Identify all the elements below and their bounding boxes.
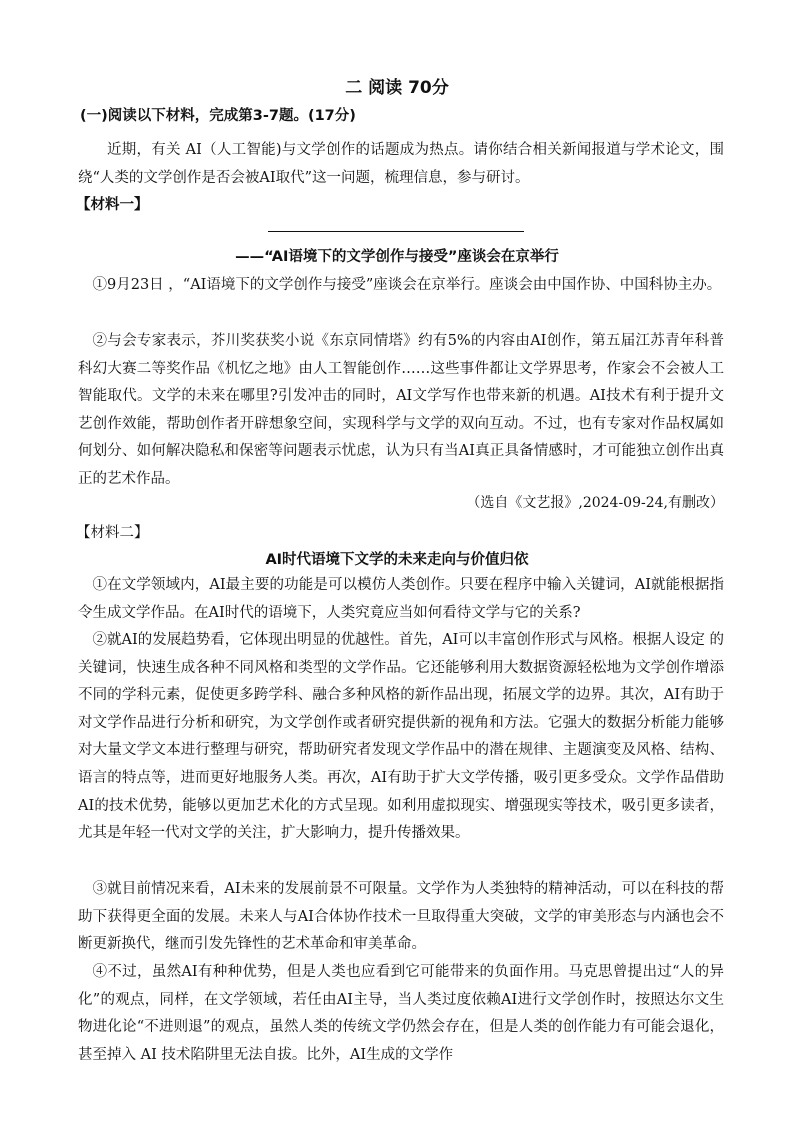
material2-title: AI时代语境下文学的未来走向与价值归依 — [265, 552, 529, 568]
material1-subtitle: ——“AI语境下的文学创作与接受”座谈会在京举行 — [235, 249, 559, 265]
title-blank-line — [268, 231, 524, 232]
material2-paragraph-3: ③就目前情况来看，AI未来的发展前景不可限量。文学作为人类独特的精神活动，可以在科技的帮助下获得更全面的发展。未来人与AI合体协作技术一旦取得重大突破，文学的审美形态与内涵也会不断更新换代，继而引发先锋性的艺术革命和审美革命。 — [78, 881, 724, 953]
material2-paragraph-4: ④不过，虽然AI有种种优势，但是人类也应看到它可能带来的负面作用。马克思曾提出过“人的异化”的观点，同样，在文学领域，若任由AI主导，当人类过度依赖AI进行文学创作时，按照达尔文生物进化论“不进则退”的观点，虽然人类的传统文学仍然会存在，但是人类的创作能力有可能会退化， 甚至掉入 AI 技术陷阱里无法自拔。比外，AI生成的文学作 — [78, 964, 724, 1063]
material1-paragraph-2: ②与会专家表示，芥川奖获奖小说《东京同情塔》约有5%的内容由AI创作，第五届江苏青年科普科幻大赛二等奖作品《机忆之地》由人工智能创作……这些事件都让文学界思考，作家会不会被人工智能取代。文学的未来在哪里?引发冲击的同时，AI文学写作也带来新的机遇。AI技术有利于提升文艺创作效能，帮助创作者开辟想象空间，实现科学与文学的双向互动。不过，也有专家对作品权属如何划分、如何解决隐私和保密等问题表示忧虑，认为只有当AI真正具备情感时，才可能独立创作出真正的艺术作品。 — [78, 333, 724, 487]
material2-paragraph-1: ①在文学领域内，AI最主要的功能是可以模仿人类创作。只要在程序中输入关键词，AI就能根据指令生成文学作品。在AI时代的语境下，人类究竟应当如何看待文学与它的关系? — [78, 577, 724, 621]
material2-label: 【材料二】 — [76, 525, 149, 541]
material1-source: （选自《文艺报》,2024-09-24,有删改） — [466, 495, 724, 511]
reading-instruction: (一)阅读以下材料，完成第3-7题。(17分) — [80, 108, 356, 124]
material1-label: 【材料一】 — [76, 197, 149, 213]
material2-paragraph-2: ②就AI的发展趋势看，它体现出明显的优越性。首先，AI可以丰富创作形式与风格。根据人设定 的关键词，快速生成各种不同风格和类型的文学作品。它还能够利用大数据资源轻松地为文学创作增添不同的学科元素，促使更多跨学科、融合多种风格的新作品出现，拓展文学的边界。其次，AI有助于对文学作品进行分析和研究，为文学创作或者研究提供新的视角和方法。它强大的数据分析能力能够对大量文学文本进行整理与研究，帮助研究者发现文学作品中的潜在规律、主题演变及风格、结构、语言的特点等，进而更好地服务人类。再次，AI有助于扩大文学传播，吸引更多受众。文学作品借助AI的技术优势，能够以更加艺术化的方式呈现。如利用虚拟现实、增强现实等技术，吸引更多读者，尤其是年轻一代对文学的关注，扩大影响力，提升传播效果。 — [78, 632, 725, 842]
intro-paragraph: 近期，有关 AI（人工智能)与文学创作的话题成为热点。请你结合相关新闻报道与学术论文，围 绕“人类的文学创作是否会被AI取代”这一问题，梳理信息，参与研讨。 — [78, 142, 724, 186]
section-title: 二 阅读 70分 — [345, 78, 449, 98]
material1-paragraph-1: ①9月23日 ，“AI语境下的文学创作与接受”座谈会在京举行。座谈会由中国作协、中国科协主办。 — [92, 277, 722, 293]
